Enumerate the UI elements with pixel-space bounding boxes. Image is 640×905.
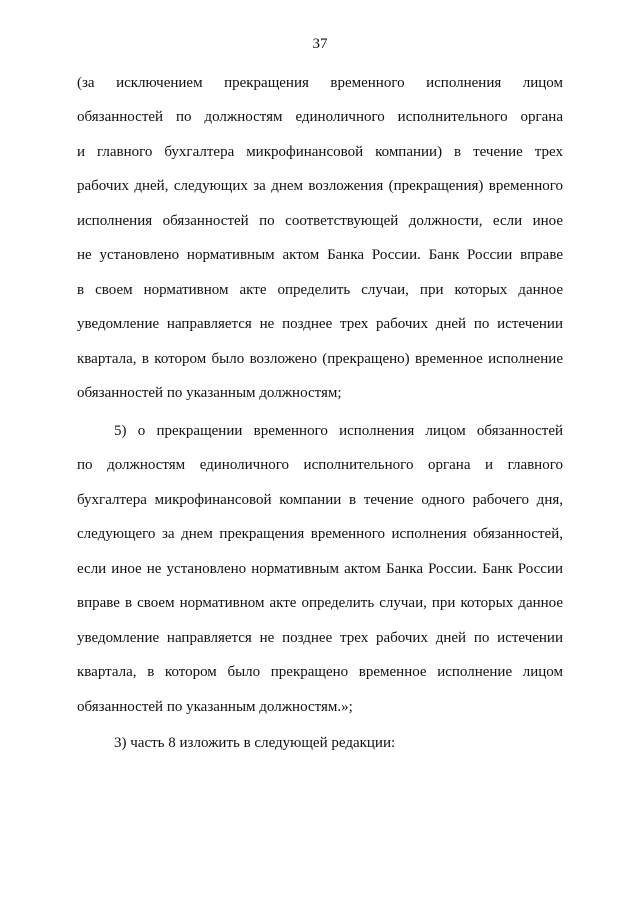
text-line: 3) часть 8 изложить в следующей редакции: [114, 735, 396, 751]
page-number: 37 [312, 36, 328, 52]
text-line: по должностям единоличного исполнительного органа и главного [77, 457, 563, 473]
text-line: (за исключением прекращения временного исполнения лицом [77, 75, 563, 91]
text-line: бухгалтера микрофинансовой компании в течение одного рабочего дня, [77, 492, 563, 508]
text-line: следующего за днем прекращения временного исполнения обязанностей, [77, 526, 563, 542]
text-line: обязанностей по указанным должностям.»; [77, 699, 353, 715]
text-line: не установлено нормативным актом Банка России. Банк России вправе [77, 247, 563, 263]
text-line: в своем нормативном акте определить случаи, при которых данное [77, 282, 563, 298]
text-line: исполнения обязанностей по соответствующей должности, если иное [77, 213, 563, 229]
text-line: 5) о прекращении временного исполнения лицом обязанностей [114, 423, 563, 439]
text-line: рабочих дней, следующих за днем возложения (прекращения) временного [77, 178, 563, 194]
text-line: уведомление направляется не позднее трех рабочих дней по истечении [77, 316, 563, 332]
text-line: квартала, в котором было прекращено временное исполнение лицом [77, 664, 563, 680]
text-line: если иное не установлено нормативным актом Банка России. Банк России [77, 561, 563, 577]
text-line: квартала, в котором было возложено (прекращено) временное исполнение [77, 351, 563, 367]
text-line: обязанностей по должностям единоличного исполнительного органа [77, 109, 563, 125]
text-line: и главного бухгалтера микрофинансовой компании) в течение трех [77, 144, 563, 160]
text-line: вправе в своем нормативном акте определить случаи, при которых данное [77, 595, 563, 611]
text-line: уведомление направляется не позднее трех рабочих дней по истечении [77, 630, 563, 646]
text-line: обязанностей по указанным должностям; [77, 385, 342, 401]
